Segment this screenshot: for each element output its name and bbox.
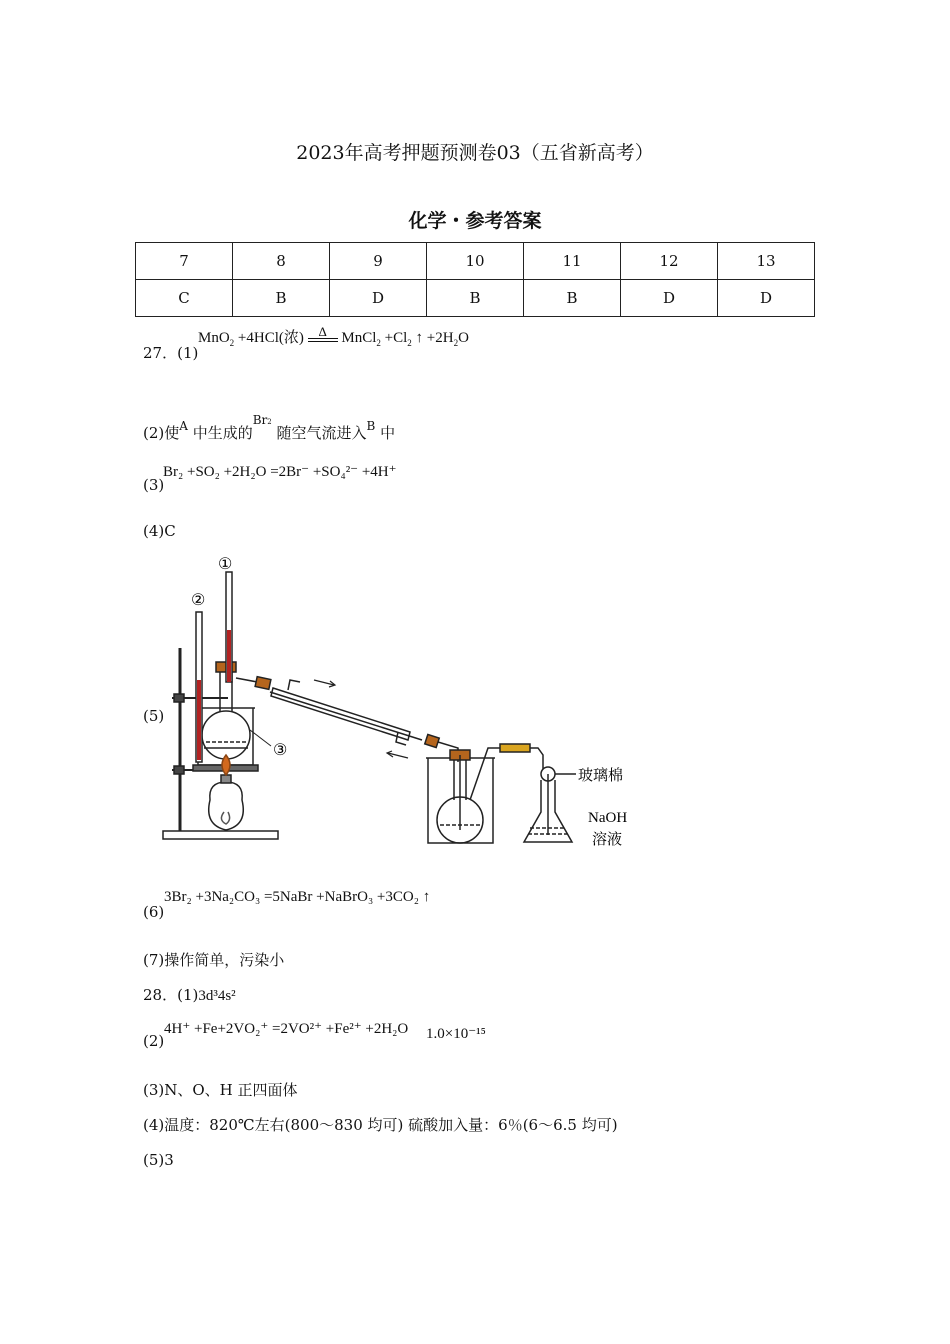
eq-part: +4HCl(浓)	[234, 330, 304, 346]
answer-cell: B	[427, 280, 524, 317]
q27-p2-a: A	[179, 419, 188, 433]
q27-p2-b: B	[366, 419, 376, 433]
question-number: 8	[233, 243, 330, 280]
q27-p1-equation: MnO$_2$ +4HCl(浓) Δ MnCl$_2$ $+Cl_2$ ↑ $+2H_2O$	[198, 324, 469, 348]
q27-p5-label: (5)	[143, 707, 165, 725]
question-number: 13	[718, 243, 815, 280]
question-number: 10	[427, 243, 524, 280]
q28-p2-equation: 4H⁺ +Fe+2VO₂⁺ =2VO²⁺ +Fe²⁺ +2H₂O	[164, 1021, 409, 1037]
answer-table-answer-row	[136, 280, 815, 317]
label-thermometer-1: ①	[218, 556, 233, 573]
stand-base	[163, 831, 278, 839]
q28-label: 28．(1)	[143, 986, 199, 1004]
alcohol-lamp	[209, 782, 244, 830]
q27-p6-equation: 3Br₂ +3Na₂CO₃ =5NaBr +NaBrO₃ +3CO₂ ↑	[164, 889, 431, 905]
answer-table-header-row	[136, 243, 815, 280]
q27-p6-label: (6)	[143, 903, 165, 921]
eq-part: +Cl	[380, 330, 408, 346]
eq-part: ↑ +2H	[415, 330, 454, 346]
round-bottom-flask	[202, 711, 250, 759]
eq-part: MnCl	[341, 330, 377, 346]
answer-cell: C	[136, 280, 233, 317]
q27-p2-mid2: 随空气流进入	[271, 424, 367, 442]
eq-part: MnO	[198, 330, 230, 346]
q27-p2-prefix: (2)使	[143, 424, 180, 442]
q27-p7: (7)操作简单，污染小	[143, 951, 285, 969]
answer-cell: D	[718, 280, 815, 317]
question-number: 12	[621, 243, 718, 280]
q27-p4: (4)C	[143, 522, 176, 540]
answer-table	[135, 242, 815, 317]
q27-p2: (2)使$^A$ 中生成的$^{Br}_2$ 随空气流进入$^B$ 中	[143, 413, 396, 442]
label-solution: 溶液	[592, 832, 623, 848]
q28-p5: (5)3	[143, 1151, 174, 1169]
q27-p3-label: (3)	[143, 476, 165, 494]
q27-label: 27．(1)	[143, 344, 199, 362]
answer-cell: D	[621, 280, 718, 317]
q28-p2-label: (2)	[143, 1032, 165, 1050]
question-number: 9	[330, 243, 427, 280]
q28-p3: (3)N、O、H 正四面体	[143, 1081, 298, 1099]
label-thermometer-2: ②	[191, 592, 206, 609]
q28-p1-config: 3d³4s²	[198, 988, 236, 1004]
question-number: 7	[136, 243, 233, 280]
label-glass-wool: 玻璃棉	[578, 768, 624, 784]
question-number: 11	[524, 243, 621, 280]
q27-p2-br: Br	[252, 413, 268, 427]
q28-p1	[143, 984, 236, 1005]
label-naoh: NaOH	[588, 810, 628, 826]
page-subtitle: 化学・参考答案	[408, 210, 542, 232]
heat-arrow	[308, 324, 338, 342]
q28-p2-constant: 1.0×10⁻¹⁵	[426, 1026, 486, 1042]
eq-part: O	[458, 330, 469, 346]
answer-cell: B	[524, 280, 621, 317]
page-title: 2023年高考押题预测卷03（五省新高考）	[296, 142, 654, 164]
answer-cell: B	[233, 280, 330, 317]
q27-p2-end: 中	[375, 424, 396, 442]
q27-p2-mid: 中生成的	[187, 424, 253, 442]
q28-p4: (4)温度：820℃左右(800～830 均可) 硫酸加入量：6％(6～6.5 均可)	[143, 1116, 618, 1134]
q27-p3-equation: Br₂ +SO₂ +2H₂O =2Br⁻ +SO₄²⁻ +4H⁺	[163, 464, 397, 480]
label-water-bath: ③	[273, 742, 288, 759]
delta-symbol: Δ	[318, 324, 327, 339]
answer-cell: D	[330, 280, 427, 317]
distillation-apparatus-diagram	[158, 550, 648, 850]
